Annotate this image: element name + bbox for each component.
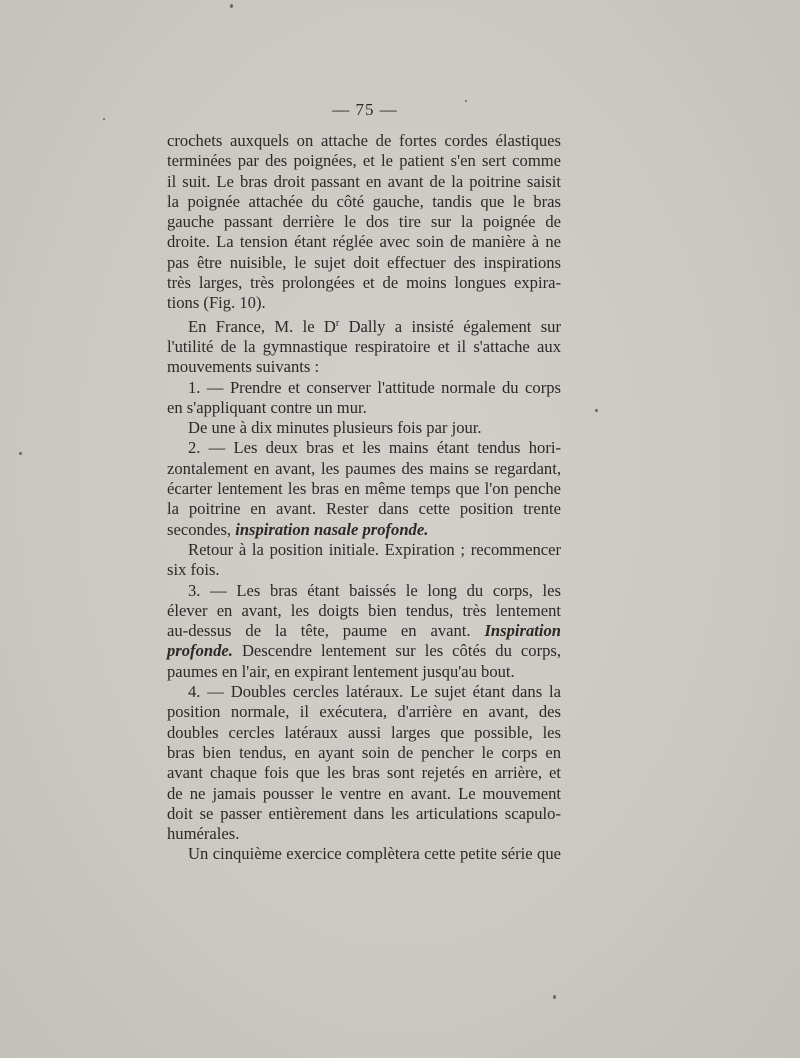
line-text: il suit. Le bras droit passant en avant de la poitrine saisit bbox=[167, 171, 561, 191]
line-text: l'utilité de la gymnastique respiratoire et il s'attache aux bbox=[167, 336, 561, 356]
line-text: En France, M. le D bbox=[188, 316, 336, 336]
line-text: tions (Fig. 10). bbox=[167, 293, 266, 313]
text-line bbox=[167, 621, 561, 641]
italic-text: inspiration nasale profonde. bbox=[235, 519, 429, 539]
line-text: Descendre lentement sur les côtés du corps, bbox=[232, 641, 561, 661]
line-text: doit se passer entièrement dans les articulations scapulo- bbox=[167, 803, 561, 823]
line-text: 3. — Les bras étant baissés le long du corps, les bbox=[188, 580, 561, 600]
line-text: 2. — Les deux bras et les mains étant tendus hori- bbox=[188, 438, 561, 458]
line-text: pas être nuisible, le sujet doit effectuer des inspirations bbox=[167, 252, 561, 272]
text-line bbox=[167, 337, 561, 357]
text-line bbox=[167, 499, 561, 519]
line-text: zontalement en avant, les paumes des mains se regardant, bbox=[167, 458, 561, 478]
text-line bbox=[167, 378, 561, 398]
text-line bbox=[167, 357, 561, 377]
line-text: position normale, il exécutera, d'arrière en avant, des bbox=[167, 702, 561, 722]
line-text: avant chaque fois que les bras sont rejetés en arrière, et bbox=[167, 763, 561, 783]
text-line bbox=[167, 459, 561, 479]
line-text: au-dessus de la tête, paume en avant. bbox=[167, 621, 485, 641]
paper-speck bbox=[595, 409, 598, 412]
italic-text: profonde. bbox=[167, 641, 233, 661]
line-text: droite. La tension étant réglée avec soin de manière à ne bbox=[167, 232, 561, 252]
line-text-continued: Dally a insisté également sur bbox=[339, 316, 561, 336]
line-text: gauche passant derrière le dos tire sur la poignée de bbox=[167, 212, 561, 232]
text-line bbox=[167, 212, 561, 232]
text-line bbox=[167, 540, 561, 560]
line-text: crochets auxquels on attache de fortes cordes élastiques bbox=[167, 131, 561, 150]
line-text: écarter lentement les bras en même temps que l'on penche bbox=[167, 479, 561, 499]
text-line bbox=[167, 601, 561, 621]
text-line bbox=[167, 418, 561, 438]
line-text: la poignée attachée du côté gauche, tandis que le bras bbox=[167, 191, 561, 211]
text-line bbox=[167, 641, 561, 661]
line-text: 4. — Doubles cercles latéraux. Le sujet étant dans la bbox=[188, 682, 561, 702]
text-line bbox=[167, 479, 561, 499]
text-line bbox=[167, 438, 561, 458]
line-text: Un cinquième exercice complètera cette petite série que bbox=[188, 844, 561, 864]
line-text: la poitrine en avant. Rester dans cette position trente bbox=[167, 499, 561, 519]
text-line bbox=[167, 520, 561, 540]
text-line bbox=[167, 723, 561, 743]
text-line bbox=[167, 273, 561, 293]
line-text: humérales. bbox=[167, 824, 240, 844]
paper-speck bbox=[19, 452, 22, 455]
text-line bbox=[167, 293, 561, 313]
text-line bbox=[167, 151, 561, 171]
text-line bbox=[167, 784, 561, 804]
paper-speck bbox=[230, 4, 233, 8]
line-text: De une à dix minutes plusieurs fois par jour. bbox=[188, 418, 482, 438]
superscript: r bbox=[335, 317, 340, 329]
text-line bbox=[167, 763, 561, 783]
text-line bbox=[167, 131, 561, 151]
line-text: en s'appliquant contre un mur. bbox=[167, 397, 367, 417]
line-text: doubles cercles latéraux aussi larges que possible, les bbox=[167, 722, 561, 742]
line-text: paumes en l'air, en expirant lentement jusqu'au bout. bbox=[167, 661, 515, 681]
page-number: — 75 — bbox=[332, 100, 398, 119]
line-text: mouvements suivants : bbox=[167, 357, 320, 377]
line-text: de ne jamais pousser le ventre en avant. Le mouvement bbox=[167, 783, 561, 803]
text-line bbox=[167, 314, 561, 337]
text-line bbox=[167, 253, 561, 273]
text-line bbox=[167, 560, 561, 580]
text-line bbox=[167, 398, 561, 418]
line-text: secondes, bbox=[167, 519, 236, 539]
text-line bbox=[167, 662, 561, 682]
text-line bbox=[167, 192, 561, 212]
body-text bbox=[167, 131, 561, 865]
line-text: très larges, très prolongées et de moins longues expira- bbox=[167, 273, 561, 293]
paper-speck bbox=[103, 118, 105, 120]
paper-speck bbox=[553, 995, 556, 999]
text-line bbox=[167, 824, 561, 844]
text-line bbox=[167, 702, 561, 722]
text-line bbox=[167, 682, 561, 702]
italic-text: Inspiration bbox=[484, 621, 561, 641]
line-text: bras bien tendus, en ayant soin de pencher le corps en bbox=[167, 742, 561, 762]
text-line bbox=[167, 232, 561, 252]
line-text: terminées par des poignées, et le patient s'en sert comme bbox=[167, 151, 561, 171]
text-line bbox=[167, 844, 561, 864]
text-line bbox=[167, 804, 561, 824]
line-text: élever en avant, les doigts bien tendus, très lentement bbox=[167, 600, 561, 620]
line-text: 1. — Prendre et conserver l'attitude normale du corps bbox=[188, 377, 561, 397]
text-line bbox=[167, 581, 561, 601]
paper-speck bbox=[465, 100, 467, 102]
line-text: six fois. bbox=[167, 560, 220, 580]
text-line bbox=[167, 743, 561, 763]
text-line bbox=[167, 172, 561, 192]
line-text: Retour à la position initiale. Expiration ; recommencer bbox=[188, 539, 561, 559]
